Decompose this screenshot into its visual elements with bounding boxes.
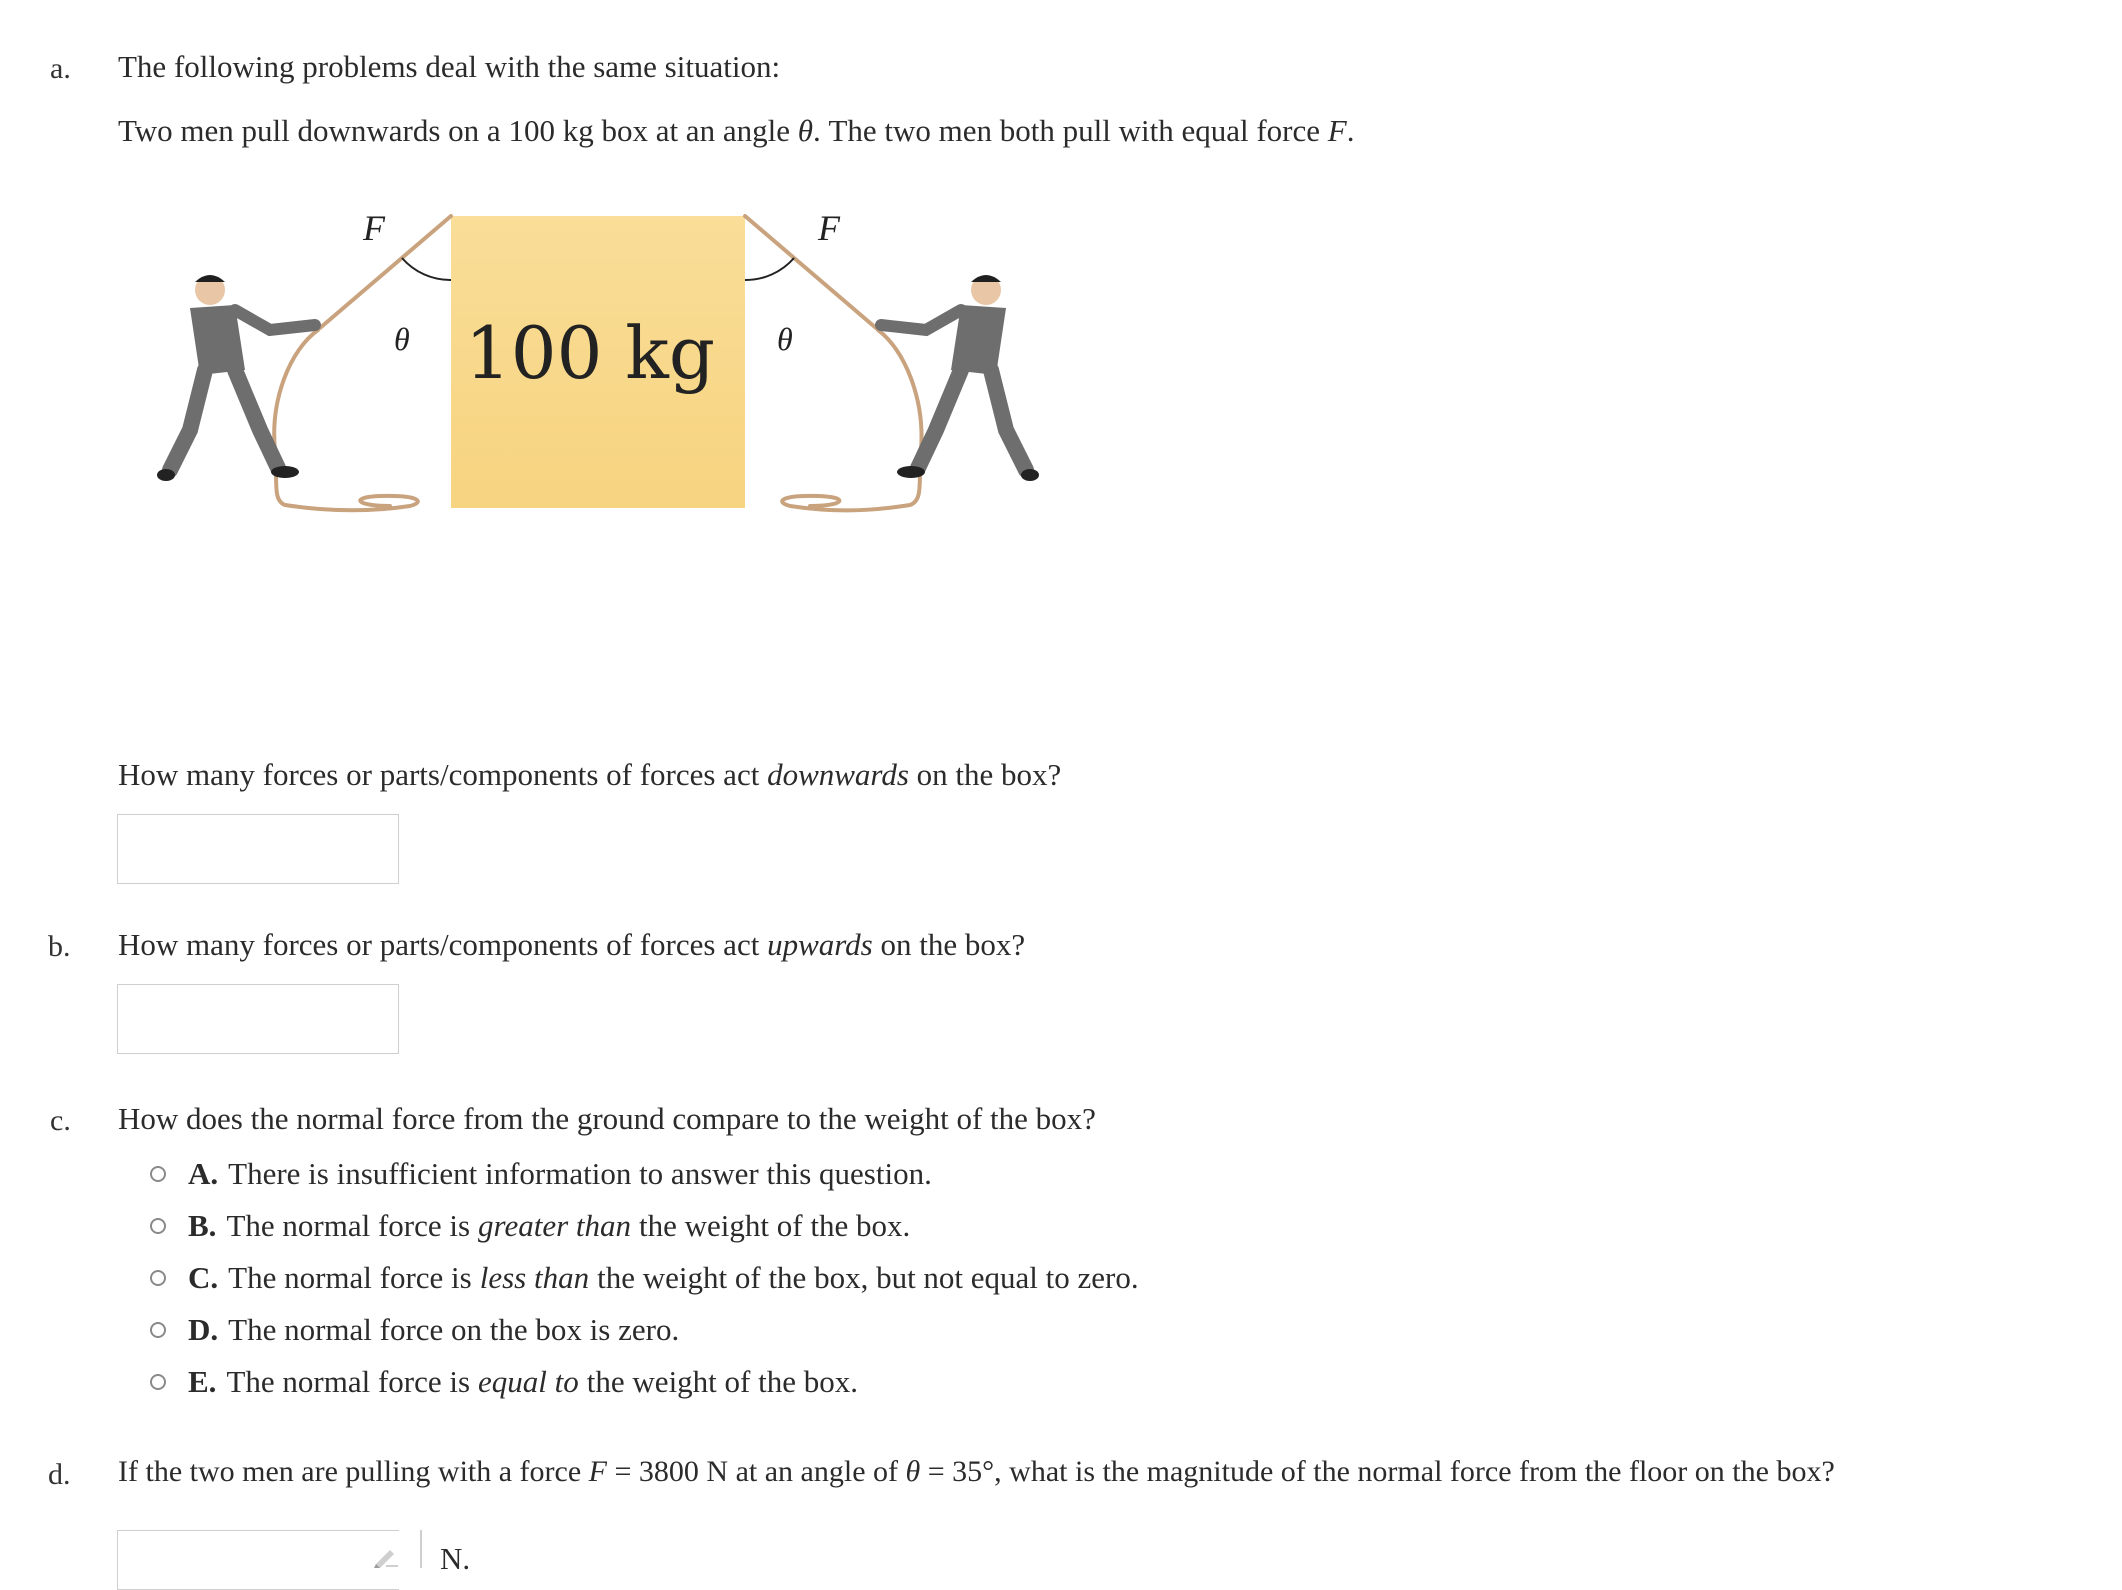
situation-mid2: . The two men both pull with equal force [812,113,1328,148]
part-d-q2: = 3800 N at an angle of [607,1455,906,1488]
answer-input-a[interactable] [117,814,399,884]
part-a-question-pre: How many forces or parts/components of forces act [118,757,768,792]
part-a-question-post: on the box? [908,757,1062,792]
option-text-em: equal to [478,1364,579,1399]
option-text-post: the weight of the box. [586,1364,858,1399]
option-c[interactable] [150,1260,1139,1296]
option-text-post: the weight of the box. [639,1208,911,1243]
situation-theta: θ [797,113,813,148]
left-rope [274,216,451,510]
situation-pre: Two men pull downwards on a [118,113,509,148]
part-d-q3: = 35°, what is the magnitude of the normal force from the floor on the box? [920,1455,1835,1488]
option-text-em: greater than [478,1208,632,1243]
option-d[interactable] [150,1312,679,1348]
force-label-left: F [363,208,385,248]
part-d-label: d. [48,1458,71,1491]
part-a-label: a. [50,52,71,85]
part-b-question-pre: How many forces or parts/components of forces act [118,927,768,962]
right-rope [745,216,922,510]
input-divider [420,1530,422,1568]
option-text-post: the weight of the box, but not equal to zero. [597,1260,1139,1295]
option-text-em: less than [479,1260,590,1295]
answer-input-b[interactable] [117,984,399,1054]
option-a[interactable] [150,1156,932,1192]
part-d-theta-symbol: θ [905,1455,921,1488]
angle-arc-left [402,258,451,280]
option-text-pre: The normal force is [228,1260,472,1295]
radio-button[interactable] [150,1322,166,1338]
option-text: The normal force on the box is zero. [228,1312,680,1347]
part-b-question-em: upwards [767,927,873,962]
option-letter: A. [188,1156,219,1191]
unit-label: N. [440,1541,471,1576]
pencil-icon[interactable] [372,1546,402,1568]
option-b[interactable] [150,1208,910,1244]
option-text: There is insufficient information to answer this question. [228,1156,932,1191]
option-text-pre: The normal force is [226,1208,471,1243]
radio-button[interactable] [150,1270,166,1286]
part-a-question-em: downwards [767,757,909,792]
part-d-force-symbol: F [588,1455,607,1488]
angle-label-right: θ [777,321,793,357]
radio-button[interactable] [150,1374,166,1390]
angle-arc-right [745,258,794,280]
option-letter: B. [188,1208,217,1243]
man-right [881,275,1039,481]
angle-label-left: θ [394,321,410,357]
physics-figure [150,200,1050,530]
option-letter: E. [188,1364,217,1399]
situation-mid: box at an angle [593,113,798,148]
radio-button[interactable] [150,1166,166,1182]
option-e[interactable] [150,1364,858,1400]
situation-text [118,112,1354,149]
box-mass-label: 100 kg [464,311,716,395]
part-b-question [118,926,1025,963]
force-label-right: F [818,208,840,248]
part-c-label: c. [50,1104,71,1137]
part-d-q1: If the two men are pulling with a force [118,1455,589,1488]
answer-input-d[interactable] [117,1530,399,1590]
part-c-question: How does the normal force from the ground compare to the weight of the box? [118,1101,1096,1136]
option-text-pre: The normal force is [226,1364,471,1399]
radio-button[interactable] [150,1218,166,1234]
situation-mass: 100 kg [508,113,594,148]
situation-force: F [1327,113,1347,148]
part-a-intro: The following problems deal with the same situation: [118,49,781,84]
man-left [157,275,315,481]
option-letter: C. [188,1260,219,1295]
option-letter: D. [188,1312,219,1347]
situation-end: . [1346,113,1355,148]
part-a-question [118,756,1061,793]
part-d-question [118,1454,1835,1490]
part-b-question-post: on the box? [872,927,1026,962]
part-b-label: b. [48,930,71,963]
